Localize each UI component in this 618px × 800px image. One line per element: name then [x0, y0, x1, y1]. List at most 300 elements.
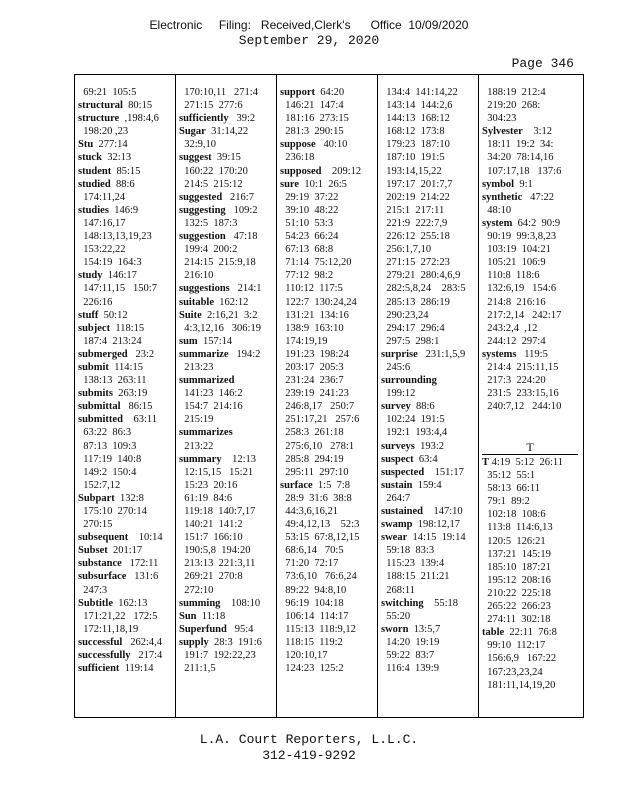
index-entry [78, 112, 163, 125]
index-entry-continuation [78, 453, 163, 466]
index-page-refs: 268:11 [386, 584, 416, 596]
index-page-refs: 198:12,17 [412, 519, 461, 531]
index-page-refs: 95:4 [226, 623, 254, 635]
index-page-refs: 279:21 280:4,6,9 [386, 270, 461, 282]
index-term: stuck [78, 152, 102, 164]
section-divider [482, 454, 578, 455]
index-page-refs: 270:15 [83, 519, 113, 531]
index-entry [381, 374, 466, 387]
index-page-refs: 23:2 [127, 348, 155, 360]
index-entry-continuation [78, 296, 163, 309]
index-entry-continuation [179, 256, 262, 269]
index-page-refs: 85:15 [111, 165, 141, 177]
index-page-refs: 31:14,22 [205, 126, 249, 138]
index-term: structure [78, 113, 120, 125]
index-term: suggestions [179, 283, 230, 295]
index-entry [381, 623, 466, 636]
index-entry [78, 531, 163, 544]
index-entry-continuation [381, 570, 466, 583]
index-term: submitted [78, 414, 123, 426]
index-entry [78, 636, 163, 649]
index-entry-continuation [381, 256, 466, 269]
index-entry-continuation [280, 649, 361, 662]
index-page-refs: 131:21 134:16 [285, 309, 349, 321]
index-term: surprise [381, 348, 418, 360]
index-page-refs: 275:6,10 278:1 [285, 440, 355, 452]
index-entry-continuation [280, 413, 361, 426]
index-page-refs: 35:12 55:1 [487, 470, 536, 482]
index-page-refs: 264:7 [386, 492, 411, 504]
index-entry [280, 138, 361, 151]
index-entry [179, 230, 262, 243]
index-entry-continuation [280, 387, 361, 400]
index-entry-continuation [78, 440, 163, 453]
index-term: Suite [179, 309, 202, 321]
index-entry-continuation [78, 374, 163, 387]
index-page-refs: 226:12 255:18 [386, 231, 450, 243]
index-entry-continuation [280, 466, 361, 479]
index-page-refs: 80:15 [122, 100, 153, 112]
index-page-refs: ,198:4,6 [119, 113, 159, 125]
index-page-refs: 67:13 68:8 [285, 244, 334, 256]
index-entry [280, 165, 361, 178]
index-term: sustained [381, 506, 424, 517]
index-entry-continuation [381, 649, 466, 662]
index-page-refs: 115:13 118:9,12 [285, 623, 356, 635]
index-term: summarized [179, 375, 235, 387]
index-page-refs: 15:23 20:16 [184, 479, 238, 491]
index-entry-continuation [482, 508, 563, 521]
index-page-refs: 63:11 [122, 414, 157, 426]
index-term: summing [179, 597, 221, 609]
index-entry-continuation [78, 505, 163, 518]
index-entry-continuation [179, 178, 262, 191]
index-entry-continuation [78, 217, 163, 230]
index-term: structural [78, 100, 123, 112]
index-page-refs: 90:19 99:3,8,23 [487, 231, 557, 243]
index-page-refs: 132:8 [114, 492, 144, 504]
index-page-refs: 188:15 211:21 [386, 571, 450, 583]
index-page-refs: 149:2 150:4 [83, 466, 137, 478]
index-entry-continuation [179, 662, 262, 675]
index-term: Sun [179, 610, 197, 622]
page-number: Page 346 [511, 56, 574, 71]
index-page-refs: 187:4 213:24 [83, 335, 142, 347]
index-page-refs: 4:3,12,16 306:19 [184, 322, 261, 334]
index-entry-continuation [482, 600, 563, 613]
index-page-refs: 10:14 [128, 532, 163, 544]
index-entry-continuation [381, 492, 466, 505]
index-page-refs: 197:17 201:7,7 [386, 178, 453, 190]
index-term: system [482, 217, 513, 229]
index-entry [78, 348, 163, 361]
index-page-refs: 34:20 78:14,16 [487, 152, 554, 164]
index-page-refs: 108:10 [220, 597, 261, 609]
index-term: studied [78, 178, 111, 190]
index-page-refs: 68:6,14 70:5 [285, 545, 344, 557]
index-entry-continuation [78, 623, 163, 636]
index-entry-continuation [280, 230, 361, 243]
index-entry-continuation [381, 138, 466, 151]
index-entry-continuation [280, 597, 361, 610]
index-page-refs: 105:21 106:9 [487, 257, 546, 269]
index-page-refs: 110:8 118:6 [487, 270, 540, 282]
index-term: Superfund [179, 623, 227, 635]
index-page-refs: 10:1 26:5 [299, 178, 347, 190]
index-entry-continuation [482, 282, 561, 295]
index-page-refs: 175:10 270:14 [83, 506, 147, 517]
index-entry [179, 374, 262, 387]
index-page-refs: 96:19 104:18 [285, 597, 344, 609]
index-entry [179, 453, 262, 466]
index-entry-continuation [78, 335, 163, 348]
index-entry [78, 492, 163, 505]
index-term: suggested [179, 191, 223, 203]
column-divider [377, 74, 378, 718]
index-page-refs: 147:16,17 [83, 217, 126, 229]
index-page-refs: 58:13 66:11 [487, 483, 540, 495]
index-entry-continuation [381, 309, 466, 322]
index-entry-continuation [482, 204, 561, 217]
index-page-refs: 146:21 147:4 [285, 100, 344, 112]
index-page-refs: 219:20 268: [487, 100, 541, 112]
index-entry [179, 335, 262, 348]
index-entry [280, 86, 361, 99]
index-term: Subtitle [78, 597, 114, 609]
index-entry-continuation [482, 99, 561, 112]
index-entry-continuation [179, 518, 262, 531]
index-page-refs: 209:12 [321, 165, 362, 177]
index-page-refs: 148:13,13,19,23 [83, 231, 152, 243]
index-page-refs: 285:8 294:19 [285, 453, 344, 465]
index-page-refs: 47:18 [225, 231, 258, 243]
index-entry-continuation [179, 99, 262, 112]
index-entry-continuation [482, 387, 561, 400]
index-entry-continuation [381, 191, 466, 204]
index-page-refs: 12:15,15 15:21 [184, 466, 254, 478]
index-page-refs: 102:24 191:5 [386, 414, 445, 426]
reporter-name: L.A. Court Reporters, L.L.C. [199, 732, 419, 747]
index-column-1 [78, 86, 163, 675]
index-entry [381, 479, 466, 492]
index-entry-continuation [482, 269, 561, 282]
index-entry [179, 309, 262, 322]
index-page-refs: 236:18 [285, 152, 315, 164]
index-entry-continuation [280, 282, 361, 295]
index-page-refs: 1:5 7:8 [312, 479, 350, 491]
index-page-refs: 172:11 [121, 558, 159, 570]
index-page-refs: 285:13 286:19 [386, 296, 450, 308]
index-page-refs: 69:21 105:5 [83, 87, 137, 98]
index-page-refs: 54:23 66:24 [285, 231, 339, 243]
index-page-refs: 171:21,22 172:5 [83, 610, 158, 622]
index-entry [78, 387, 163, 400]
index-page-refs: 304:23 [487, 113, 517, 125]
index-page-refs: 14:20 19:19 [386, 636, 440, 648]
index-entry-continuation [280, 453, 361, 466]
index-term: swamp [381, 519, 413, 531]
index-term: surveys [381, 440, 415, 452]
index-page-refs: 28:3 191:6 [208, 636, 262, 648]
index-page-refs: 138:9 163:10 [285, 322, 344, 334]
index-entry-continuation [280, 374, 361, 387]
index-page-refs: 71:20 72:17 [285, 558, 339, 570]
index-entry-continuation [280, 191, 361, 204]
index-page-refs: 48:10 [487, 204, 512, 216]
index-entry [179, 426, 262, 439]
index-entry-continuation [280, 531, 361, 544]
index-page-refs: 214:4 215:11,15 [487, 361, 559, 373]
index-page-refs: 102:18 108:6 [487, 509, 546, 521]
index-page-refs: 187:10 191:5 [386, 152, 445, 164]
index-page-refs: 138:13 263:11 [83, 375, 147, 387]
index-page-refs: 39:10 48:22 [285, 204, 339, 216]
index-entry-continuation [482, 374, 561, 387]
index-entry-continuation [78, 584, 163, 597]
index-entry-continuation [280, 623, 361, 636]
index-entry-continuation [179, 584, 262, 597]
index-entry-continuation [179, 479, 262, 492]
index-entry-continuation [280, 505, 361, 518]
index-entry-continuation [482, 482, 563, 495]
index-term: suggesting [179, 204, 226, 216]
index-page-refs: 55:18 [423, 597, 459, 609]
index-entry [179, 204, 262, 217]
index-page-refs: 172:11,18,19 [83, 623, 139, 635]
index-page-refs: 40:10 [315, 139, 348, 151]
index-entry-continuation [280, 636, 361, 649]
index-term: successfully [78, 650, 131, 662]
index-entry-continuation [381, 636, 466, 649]
index-entry [179, 125, 262, 138]
index-page-refs: 294:17 296:4 [386, 322, 445, 334]
index-entry-continuation [179, 217, 262, 230]
index-page-refs: 114:15 [108, 361, 143, 373]
index-page-refs: 246:8,17 250:7 [285, 401, 355, 413]
index-entry-continuation [280, 335, 361, 348]
index-entry-continuation [179, 322, 262, 335]
index-entry-continuation [381, 413, 466, 426]
section-letter-heading: T [526, 440, 534, 454]
filing-stamp: Electronic Filing: Received,Clerk's Office 10/09/2020 [149, 18, 469, 32]
index-entry-continuation [179, 649, 262, 662]
index-page-refs: 9:1 [514, 178, 533, 190]
index-entry [78, 400, 163, 413]
index-entry-continuation [280, 269, 361, 282]
filing-date: September 29, 2020 [238, 33, 380, 48]
index-entry-continuation [482, 652, 563, 665]
index-term: surrounding [381, 375, 437, 387]
index-page-refs: 77:12 98:2 [285, 270, 334, 282]
index-page-refs: 201:17 [107, 545, 143, 557]
index-entry-continuation [381, 610, 466, 623]
index-entry [179, 597, 262, 610]
index-entry-continuation [482, 495, 563, 508]
index-page-refs: 167:23,23,24 [487, 666, 543, 678]
index-term: suspected [381, 466, 425, 478]
index-entry-continuation [482, 574, 563, 587]
index-entry-continuation [482, 256, 561, 269]
index-term: suitable [179, 296, 215, 308]
index-page-refs: 256:1,7,10 [386, 244, 432, 256]
index-entry-continuation [78, 125, 163, 138]
index-entry-continuation [179, 557, 262, 570]
index-page-refs: 110:12 117:5 [285, 283, 343, 295]
index-entry-continuation [179, 492, 262, 505]
index-entry [381, 348, 466, 361]
index-entry-continuation [280, 151, 361, 164]
column-divider [276, 74, 277, 718]
index-term: submit [78, 361, 109, 373]
index-page-refs: 226:16 [83, 296, 113, 308]
index-page-refs: 13:5,7 [408, 623, 441, 635]
index-page-refs: 3:12 [522, 126, 552, 138]
index-entry [179, 348, 262, 361]
index-page-refs: 277:14 [93, 139, 128, 151]
index-page-refs: 18:11 19:2 34: [487, 139, 554, 151]
index-entry-continuation [280, 243, 361, 256]
index-page-refs: 49:4,12,13 52:3 [285, 519, 360, 531]
index-page-refs: 151:7 166:10 [184, 532, 243, 544]
index-entry-continuation [381, 296, 466, 309]
index-entry [482, 178, 561, 191]
index-entry [78, 649, 163, 662]
index-entry-continuation [280, 112, 361, 125]
index-entry-continuation [482, 639, 563, 652]
index-page-refs: 179:23 187:10 [386, 139, 450, 151]
index-page-refs: 245:6 [386, 361, 411, 373]
index-entry [179, 151, 262, 164]
index-entry-continuation [280, 296, 361, 309]
index-entry-continuation [280, 426, 361, 439]
index-page-refs: 274:11 302:18 [487, 614, 551, 626]
column-divider [175, 74, 176, 718]
index-page-refs: 202:19 214:22 [386, 191, 450, 203]
index-page-refs: 106:14 114:17 [285, 610, 349, 622]
index-entry [78, 322, 163, 335]
index-entry-continuation [381, 125, 466, 138]
index-page-refs: 154:19 164:3 [83, 257, 142, 269]
index-page-refs: 22:11 76:8 [504, 627, 557, 639]
index-page-refs: 88:6 [410, 401, 435, 413]
index-page-refs: 89:22 94:8,10 [285, 584, 347, 596]
index-page-refs: 64:20 [315, 87, 345, 98]
index-page-refs: 231:1,5,9 [417, 348, 466, 360]
index-page-refs: 216:10 [184, 270, 214, 282]
index-page-refs: 12:13 [221, 453, 257, 465]
index-page-refs: 118:15 [110, 322, 145, 334]
index-entry-continuation [78, 230, 163, 243]
index-page-refs: 295:11 297:10 [285, 466, 349, 478]
index-page-refs: 193:2 [414, 440, 445, 452]
index-entry [482, 456, 563, 469]
index-page-refs: 170:10,11 271:4 [184, 87, 258, 98]
index-entry-continuation [381, 165, 466, 178]
index-entry-continuation [381, 151, 466, 164]
index-column-3 [280, 86, 361, 675]
index-entry [78, 269, 163, 282]
index-page-refs: 154:7 214:16 [184, 401, 243, 413]
index-page-refs: 63:22 86:3 [83, 427, 132, 439]
index-page-refs: 2:16,21 3:2 [201, 309, 258, 321]
index-entry-continuation [280, 544, 361, 557]
index-entry-continuation [78, 86, 163, 99]
index-entry-continuation [482, 322, 561, 335]
index-page-refs: 14:15 19:14 [407, 532, 466, 544]
index-entry-continuation [482, 112, 561, 125]
index-page-refs: 47:22 [522, 191, 555, 203]
index-term: systems [482, 348, 517, 360]
index-page-refs: 55:20 [386, 610, 411, 622]
index-page-refs: 213:23 [184, 361, 214, 373]
index-entry-continuation [78, 479, 163, 492]
index-entry-continuation [482, 613, 563, 626]
index-entry-continuation [280, 440, 361, 453]
index-page-refs: 134:4 141:14,22 [386, 87, 458, 98]
index-page-refs: 152:7,12 [83, 479, 121, 491]
index-entry-continuation [381, 387, 466, 400]
index-page-refs: 143:14 144:2,6 [386, 100, 453, 112]
index-entry-continuation [482, 679, 563, 692]
index-page-refs: 79:1 89:2 [487, 496, 530, 508]
index-column-5 [482, 86, 561, 413]
index-page-refs: 39:2 [228, 113, 256, 125]
index-entry [78, 544, 163, 557]
index-entry [482, 217, 561, 230]
index-term: support [280, 87, 316, 98]
index-page-refs: 247:3 [83, 584, 108, 596]
index-entry [381, 531, 466, 544]
index-page-refs: 216:7 [222, 191, 254, 203]
index-page-refs: 156:6,9 167:22 [487, 653, 557, 665]
index-term: suggest [179, 152, 212, 164]
index-entry [78, 204, 163, 217]
index-page-refs: 28:9 31:6 38:8 [285, 492, 352, 504]
index-page-refs: 63:4 [413, 453, 438, 465]
index-term: Subpart [78, 492, 115, 504]
index-term: sworn [381, 623, 409, 635]
index-page-refs: 115:23 139:4 [386, 558, 445, 570]
index-term: sustain [381, 479, 413, 491]
index-term: submittal [78, 401, 121, 413]
index-entry-continuation [179, 361, 262, 374]
index-entry-continuation [280, 570, 361, 583]
index-page-refs: 193:14,15,22 [386, 165, 442, 177]
index-page-refs: 231:5 233:15,16 [487, 388, 559, 400]
index-column-4 [381, 86, 466, 675]
index-page-refs: 59:18 83:3 [386, 545, 435, 557]
index-entry-continuation [280, 309, 361, 322]
index-entry-continuation [179, 86, 262, 99]
index-term: surface [280, 479, 313, 491]
index-term: supply [179, 636, 209, 648]
index-entry-continuation [381, 112, 466, 125]
index-page-refs: 140:21 141:2 [184, 519, 243, 531]
index-entry-continuation [381, 269, 466, 282]
index-page-refs: 217:3 224:20 [487, 375, 546, 387]
index-page-refs: 147:11,15 150:7 [83, 283, 157, 295]
index-term: synthetic [482, 191, 523, 203]
index-page-refs: 265:22 266:23 [487, 601, 551, 613]
index-page-refs: 87:13 109:3 [83, 440, 137, 452]
index-page-refs: 181:16 273:15 [285, 113, 349, 125]
index-page-refs: 199:4 200:2 [184, 244, 238, 256]
index-entry-continuation [280, 125, 361, 138]
index-page-refs: 211:1,5 [184, 663, 216, 675]
index-page-refs: 214:15 215:9,18 [184, 257, 256, 269]
index-page-refs: 297:5 298:1 [386, 335, 440, 347]
index-page-refs: 119:14 [119, 663, 154, 675]
